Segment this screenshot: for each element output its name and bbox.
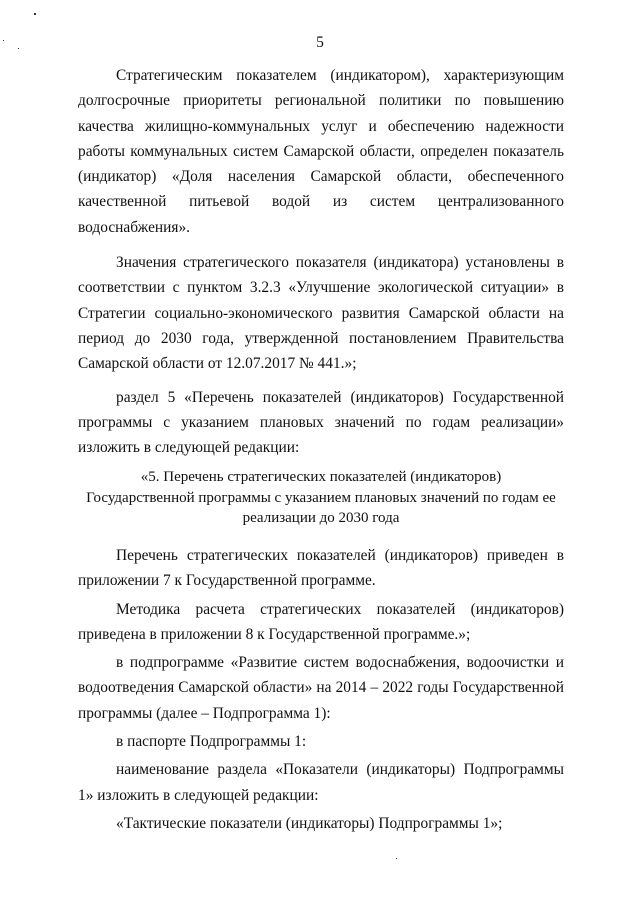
section-heading: [78, 467, 564, 529]
paragraph-indicator-values: Значения стратегического показателя (индикатора) установлены в соответствии с пунктом 3.2.3 «Улучшение экологической ситуации» в Стратегии социально-экономического развития Самарской области на период до 2030 года, утвержденной постановлением Правительства Самарской области от 12.07.2017 № 441.»;: [78, 254, 564, 373]
section-heading-line: Государственной программы с указанием плановых значений по годам ее: [86, 489, 556, 506]
section-heading-line: реализации до 2030 года: [242, 510, 400, 527]
document-body: [78, 60, 564, 836]
paragraph-appendix-7: Перечень стратегических показателей (индикаторов) приведен в приложении 7 к Государственной программе.: [78, 546, 564, 590]
scan-speck: [34, 13, 36, 15]
scan-speck: [396, 858, 397, 859]
paragraph-passport: в паспорте Подпрограммы 1:: [116, 733, 307, 751]
section-heading-line: «5. Перечень стратегических показателей (индикаторов): [140, 469, 502, 486]
paragraph-appendix-8: Методика расчета стратегических показателей (индикаторов) приведена в приложении 8 к Государственной программе.»;: [78, 600, 564, 643]
paragraph-section-5: раздел 5 «Перечень показателей (индикаторов) Государственной программы с указанием плановых значений по годам реализации» изложить в следующей редакции:: [78, 388, 564, 457]
page-number: 5: [316, 34, 324, 51]
paragraph-strategic-indicator: Стратегическим показателем (индикатором), характеризующим долгосрочные приоритеты региональной политики по повышению качества жилищно-коммунальных услуг и обеспечению надежности работы коммунальных систем Самарской области, определен показатель (индикатор) «Доля населения Самарской области, обеспеченного качественной питьевой водой из систем централизованного водоснабжения».: [78, 67, 564, 236]
paragraph-section-name: наименование раздела «Показатели (индикаторы) Подпрограммы 1» изложить в следующей редакции:: [78, 761, 564, 804]
paragraph-tactical-indicators: «Тактические показатели (индикаторы) Подпрограммы 1»;: [116, 814, 503, 832]
paragraph-subprogram-1: в подпрограмме «Развитие систем водоснабжения, водоочистки и водоотведения Самарской области» на 2014 – 2022 годы Государственной программы (далее – Подпрограмма 1):: [78, 654, 564, 722]
